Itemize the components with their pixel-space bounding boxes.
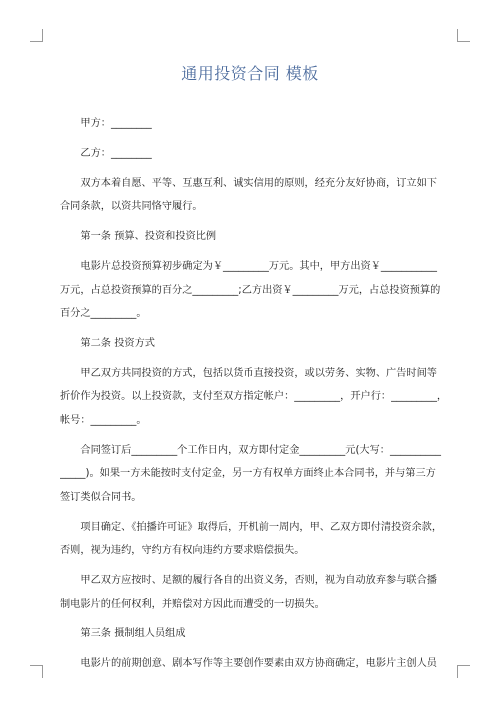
paragraph-line: 第二条 投资方式 — [80, 337, 155, 349]
paragraph-line: 电影片总投资预算初步确定为￥_________万元。其中，甲方出资￥___________ — [80, 261, 437, 273]
paragraph — [60, 516, 448, 563]
corner-mark-top-left — [30, 29, 43, 42]
paragraph-line: 双方本着自愿、平等、互惠互利、诚实信用的原则，经充分友好协商，订立如下 — [80, 177, 437, 189]
paragraph — [60, 622, 448, 646]
paragraph — [60, 255, 448, 326]
paragraph-line: 制电影片的任何权利，并赔偿对方因此而遭受的一切损失。 — [60, 598, 325, 610]
paragraph-line: 电影片的前期创意、剧本写作等主要创作要素由双方协商确定，电影片主创人员 — [80, 658, 437, 670]
document-body — [60, 112, 448, 676]
paragraph — [60, 652, 448, 676]
corner-mark-bottom-left — [30, 665, 43, 678]
paragraph-line: 帐号：_________。 — [60, 414, 147, 426]
paragraph-line: 否则，视为违约，守约方有权向违约方要求赔偿损失。 — [60, 545, 305, 557]
paragraph-line: 百分之_________。 — [60, 308, 147, 320]
paragraph-line: 合同签订后_________个工作日内，双方即付定金_________元(大写：__________ — [80, 444, 441, 456]
paragraph — [60, 439, 448, 510]
paragraph-line: 合同条款，以资共同恪守履行。 — [60, 201, 203, 213]
paragraph-line: 甲乙双方共同投资的方式，包括以货币直接投资，或以劳务、实物、广告时间等 — [80, 367, 437, 379]
document-title: 通用投资合同 模板 — [181, 64, 319, 83]
paragraph-line: 甲方：________ — [80, 118, 152, 129]
paragraph-line: 万元，占总投资预算的百分之_________;乙方出资￥_________万元，占总投资预算的 — [60, 284, 441, 296]
paragraph — [60, 332, 448, 356]
paragraph-line: 第三条 摄制组人员组成 — [80, 628, 186, 640]
paragraph — [60, 142, 448, 166]
paragraph — [60, 569, 448, 616]
paragraph-line: _____)。如果一方未能按时支付定金，另一方有权单方面终止本合同书，并与第三方 — [60, 468, 436, 480]
corner-mark-top-right — [457, 29, 470, 42]
paragraph — [60, 362, 448, 433]
corner-mark-bottom-right — [457, 665, 470, 678]
paragraph-line: 签订类似合同书。 — [60, 491, 142, 503]
paragraph-line: 项目确定、《拍播许可证》取得后，开机前一周内，甲、乙双方即付清投资余款， — [80, 521, 443, 533]
paragraph-line: 甲乙双方应按时、足额的履行各自的出资义务，否则，视为自动放弃参与联合播 — [80, 575, 437, 587]
paragraph — [60, 225, 448, 249]
paragraph — [60, 172, 448, 219]
paragraph-line: 折价作为投资。以上投资款，支付至双方指定帐户：_________，开户行：_________， — [60, 391, 448, 403]
paragraph-line: 第一条 预算、投资和投资比例 — [80, 231, 217, 243]
paragraph — [60, 112, 448, 136]
paragraph-line: 乙方：________ — [80, 147, 152, 159]
